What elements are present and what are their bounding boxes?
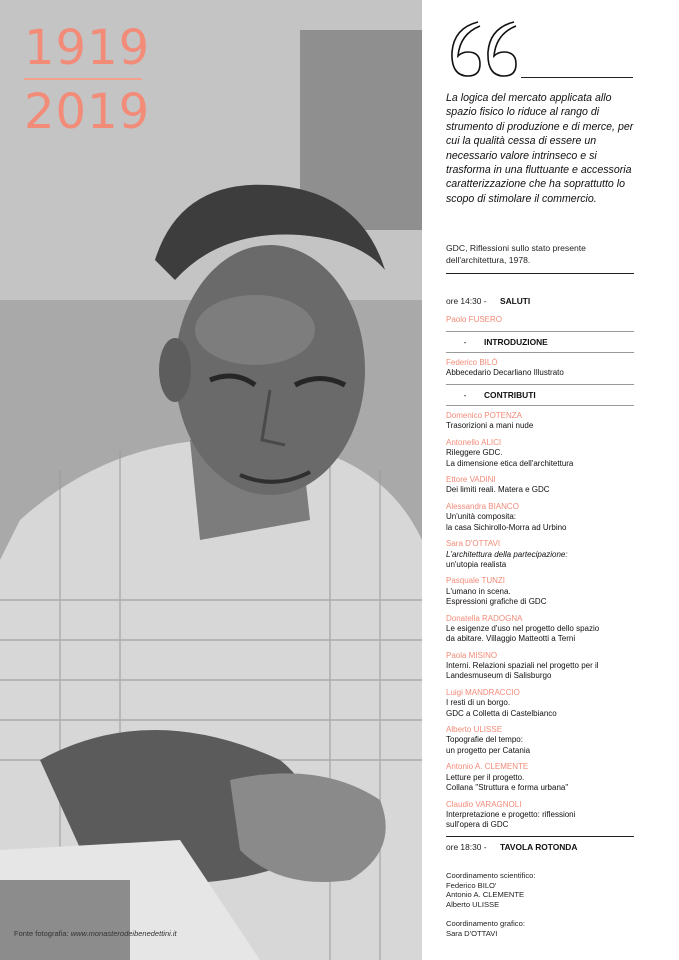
talk-title-line: Letture per il progetto. bbox=[446, 772, 525, 782]
talk-title-line: Collana "Struttura e forma urbana" bbox=[446, 782, 569, 792]
talk-title-line: da abitare. Villaggio Matteotti a Terni bbox=[446, 634, 576, 644]
speaker-name: Domenico POTENZA bbox=[446, 411, 523, 421]
graphic-label: Coordinamento grafico: bbox=[446, 919, 525, 929]
photo-credit-label: Fonte fotografia: bbox=[14, 929, 69, 938]
quote-text: La logica del mercato applicata allo spazio fisico lo riduce al rango di strumento di produzione e di merce, per cui la qualità cessa di essere un necessario valore intrinseco e si trasforma in una fluttuante e accessoria caratterizzazione che ha soprattutto lo scopo di stimolare il commercio. bbox=[446, 92, 634, 205]
talk-title-line: I resti di un borgo. bbox=[446, 698, 511, 708]
divider bbox=[446, 352, 634, 353]
contribution-entry bbox=[446, 576, 634, 607]
talk-title-line: Interni. Relazioni spaziali nel progetto per il bbox=[446, 661, 599, 671]
introduzione-entry bbox=[446, 358, 634, 379]
contribution-entry bbox=[446, 725, 634, 756]
scientific-label: Coordinamento scientifico: bbox=[446, 871, 536, 880]
speaker-name: Antonello ALICI bbox=[446, 437, 502, 447]
dash: - bbox=[463, 336, 467, 347]
tavola-label: TAVOLA ROTONDA bbox=[500, 841, 578, 852]
scientific-name: Federico BILO' bbox=[446, 880, 497, 890]
talk-title-line: Landesmuseum di Salisburgo bbox=[446, 671, 552, 681]
talk-title-line: sull'opera di GDC bbox=[446, 820, 509, 830]
speaker-name: Paola MISINO bbox=[446, 650, 498, 660]
talk-title-line: la casa Sichirollo-Morra ad Urbino bbox=[446, 522, 567, 532]
speaker-name: Sara D'OTTAVI bbox=[446, 539, 501, 549]
talk-title-line: Topografie del tempo: bbox=[446, 735, 523, 745]
contribution-entry bbox=[446, 614, 634, 645]
speaker-name: Ettore VADINI bbox=[446, 475, 496, 485]
contribution-entry bbox=[446, 475, 634, 496]
contributi-label: CONTRIBUTI bbox=[484, 389, 536, 400]
talk-title-line: Le esigenze d'uso nel progetto dello spazio bbox=[446, 623, 600, 633]
talk-title: Abbecedario Decarliano Illustrato bbox=[446, 368, 564, 378]
contribution-entry bbox=[446, 502, 634, 533]
saluti-speaker: Paolo FUSERO bbox=[446, 315, 503, 325]
speaker-name: Federico BILÒ bbox=[446, 357, 498, 367]
divider bbox=[446, 331, 634, 332]
graphic-name: Sara D'OTTAVI bbox=[446, 928, 498, 938]
speaker-name: Alberto ULISSE bbox=[446, 725, 503, 735]
scientific-name: Antonio A. CLEMENTE bbox=[446, 890, 525, 900]
tavola-row bbox=[446, 842, 634, 852]
scientific-name: Alberto ULISSE bbox=[446, 899, 500, 909]
speaker-name: Claudio VARAGNOLI bbox=[446, 799, 522, 809]
talk-title-line: L'umano in scena. bbox=[446, 586, 511, 596]
tavola-time: ore 18:30 - bbox=[446, 841, 487, 852]
divider bbox=[446, 836, 634, 837]
talk-title-line: un'utopia realista bbox=[446, 559, 507, 569]
talk-title-line: Trasorizioni a mani nude bbox=[446, 421, 534, 431]
talk-title-line: Interpretazione e progetto: riflessioni bbox=[446, 809, 576, 819]
talk-title-line: Rileggere GDC. bbox=[446, 448, 503, 458]
year-range bbox=[24, 20, 151, 140]
quote-mark-icon bbox=[448, 18, 520, 80]
talk-title-line: La dimensione etica dell'architettura bbox=[446, 458, 574, 468]
contribution-entry bbox=[446, 651, 634, 682]
divider bbox=[446, 384, 634, 385]
contribution-entry bbox=[446, 411, 634, 432]
speaker-name: Pasquale TUNZI bbox=[446, 576, 505, 586]
contribution-entry bbox=[446, 762, 634, 793]
contribution-entry bbox=[446, 688, 634, 719]
section-divider bbox=[446, 273, 634, 274]
talk-title-line: Espressioni grafiche di GDC bbox=[446, 597, 547, 607]
divider bbox=[446, 405, 634, 406]
saluti-time: ore 14:30 - bbox=[446, 296, 487, 306]
year-end: 2019 bbox=[24, 84, 151, 140]
speaker-name: Luigi MANDRACCIO bbox=[446, 687, 520, 697]
introduzione-row bbox=[446, 337, 634, 347]
talk-title-line: L'architettura della partecipazione: bbox=[446, 549, 568, 559]
photo-credit bbox=[14, 929, 177, 938]
talk-title-line: Dei limiti reali. Matera e GDC bbox=[446, 485, 550, 495]
contribution-entry bbox=[446, 800, 634, 831]
coordination bbox=[446, 871, 636, 939]
dash: - bbox=[463, 389, 467, 400]
saluti-row bbox=[446, 296, 634, 306]
program-schedule bbox=[446, 296, 634, 852]
quote-source: GDC, Riflessioni sullo stato presente dell'architettura, 1978. bbox=[446, 243, 586, 265]
year-start: 1919 bbox=[24, 20, 151, 76]
talk-title-line: GDC a Colletta di Castelbianco bbox=[446, 708, 557, 718]
speaker-name: Donatella RADOGNA bbox=[446, 613, 523, 623]
talk-title-line: un progetto per Catania bbox=[446, 745, 531, 755]
introduzione-label: INTRODUZIONE bbox=[484, 336, 548, 347]
speaker-name: Antonio A. CLEMENTE bbox=[446, 762, 529, 772]
saluti-label: SALUTI bbox=[500, 296, 531, 306]
year-divider bbox=[24, 78, 142, 80]
contribution-entry bbox=[446, 539, 634, 570]
contribution-entry bbox=[446, 438, 634, 469]
quote-underline bbox=[521, 77, 633, 78]
contributi-row bbox=[446, 390, 634, 400]
talk-title-line: Un'unità composita: bbox=[446, 512, 517, 522]
photo-credit-url[interactable]: www.monasterodeibenedettini.it bbox=[70, 929, 177, 938]
speaker-name: Alessandra BIANCO bbox=[446, 502, 519, 512]
contributi-list bbox=[446, 411, 634, 830]
